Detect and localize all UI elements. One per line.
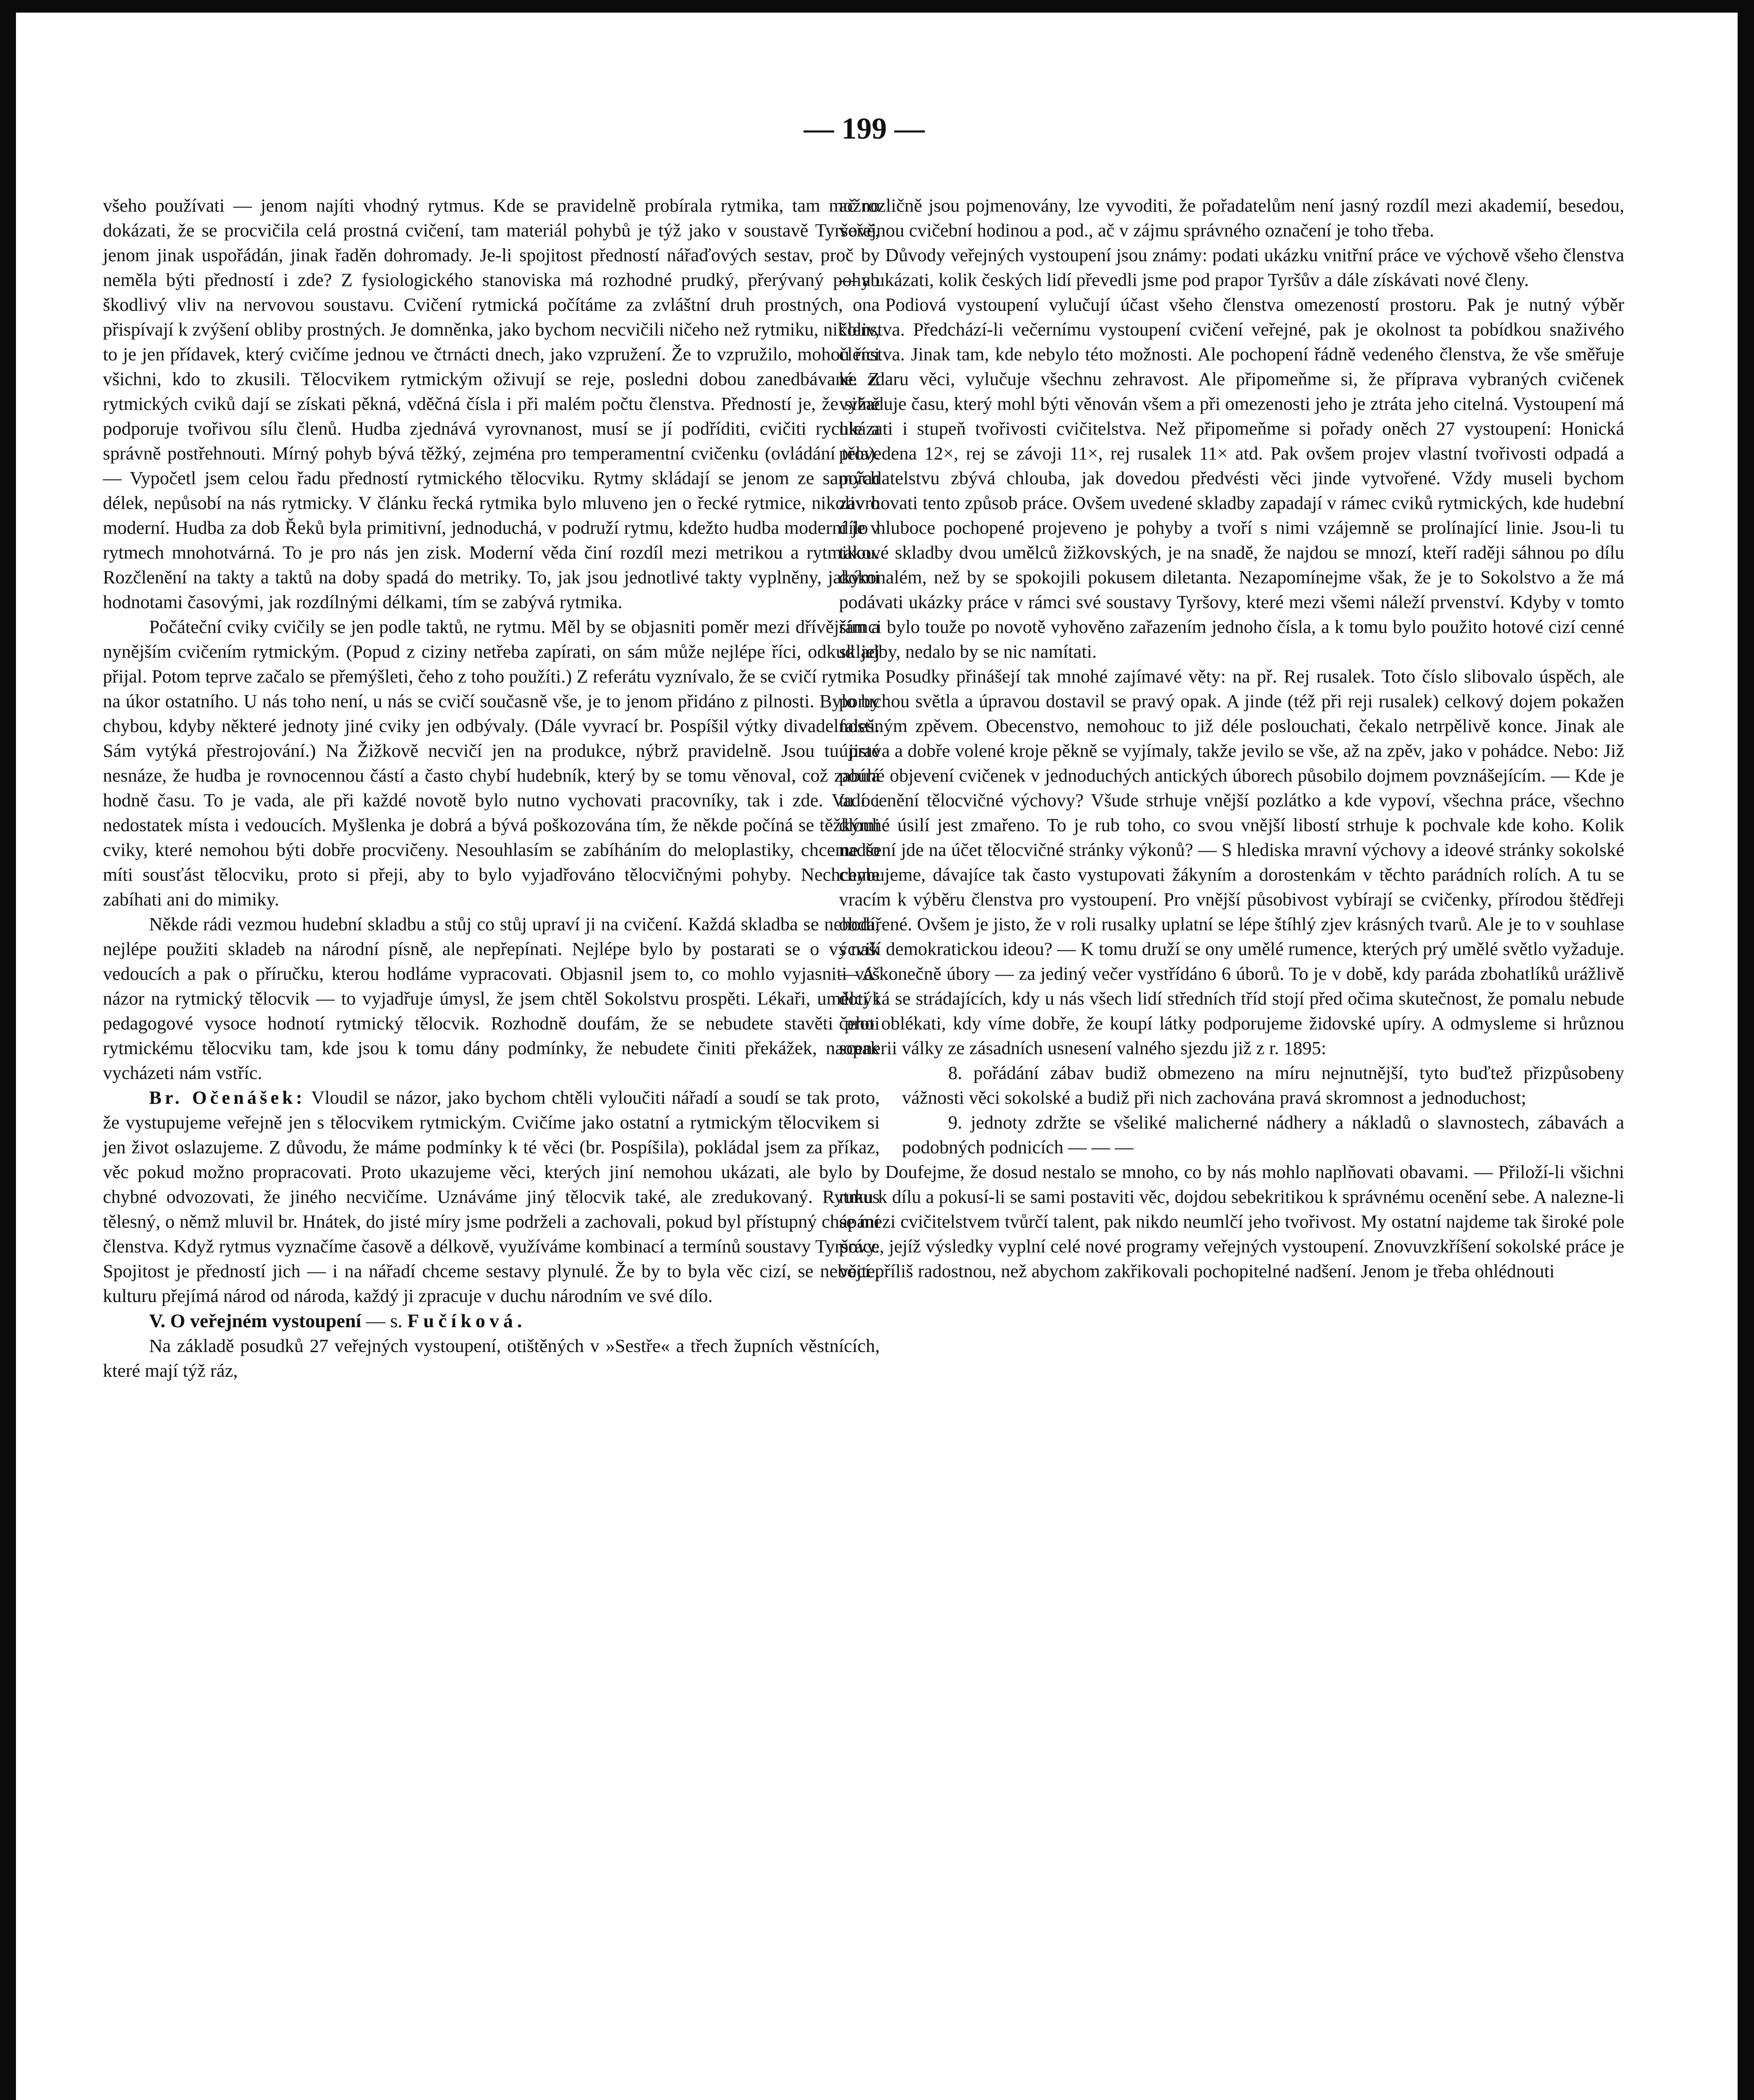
right-column — [839, 193, 1624, 1284]
section-dash: — s. — [361, 1310, 408, 1331]
section-author: Fučíková. — [407, 1310, 526, 1331]
paragraph: Počáteční cviky cvičily se jen podle taktů, ne rytmu. Měl by se objasniti poměr mezi dřívějším a nynějším cvičením rytmickým. (Popud z ciziny netřeba zapírati, on sám může nejlépe říci, odkud jej přijal. Potom teprve začalo se přemýšleti, čeho z toho použíti.) Z referátu vyznívalo, že se cvičí rytmika na úkor ostatního. U nás toho není, u nás se cvičí současně vše, je to jenom přidáno z pilnosti. Bylo by chybou, kdyby některé jednoty jiné cviky jen odbývaly. (Dále vyvrací br. Pospíšil výtky divadelnosti. Sám vytýká přestrojování.) Na Žižkově necvičí jen na produkce, nýbrž pravidelně. Jsou tu jisté nesnáze, že hudba je rovnocennou částí a často chybí hudebník, který by se tomu věnoval, což zabírá hodně času. To je vada, ale při každé novotě bylo nutno vychovati pracovníky, tak i zde. Vadí i nedostatek místa i vedoucích. Myšlenka je dobrá a bývá poškozována tím, že někde počíná se těžkými cviky, které nemohou býti dobře procvičeny. Nesouhlasím se zabíháním do meloplastiky, chceme to míti sousťást tělocviku, proto si přeji, aby to bylo vyjadřováno tělocvičnými pohyby. Nechceme zabíhati ani do mimiky. — [103, 616, 880, 910]
paragraph: Posudky přinášejí tak mnohé zajímavé věty: na př. Rej rusalek. Toto číslo slibovalo úspěch, ale poruchou světla a úpravou dostavil se pravý opak. A jinde (též při reji rusalek) celkový dojem pokažen falešným zpěvem. Obecenstvo, nemohouc to již déle poslouchati, čekalo netrpělivě konce. Jinak ale úprava a dobře volené kroje pěkně se vyjímaly, takže jevilo se vše, až na zpěv, jako v pohádce. Nebo: Již pouhé objevení cvičenek v jednoduchých antických úborech působilo dojmem povznášejícím. — Kde je tu ocenění tělocvičné výchovy? Všude strhuje vnější pozlátko a kde vypoví, všechna práce, všechno dlouhé úsilí jest zmařeno. To je rub toho, co svou vnější libostí strhuje k pochvale kde koho. Kolik nadšení jde na účet tělocvičné stránky výkonů? — S hlediska mravní výchovy a ideové stránky sokolské chybujeme, dávajíce tak často vystupovati žákyním a dorostenkám v těchto parádních rolích. A tu se vracím k výběru členstva pro vystoupení. Pro vnější působivost vybírají se cvičenky, přírodou štědřeji obdařené. Ovšem je jisto, že v roli rusalky uplatní se lépe štíhlý zjev krásných tvarů. Ale je to v souhlase s naší demokratickou ideou? — K tomu druží se ony umělé rumence, kterých prý umělé světlo vyžaduje. — A konečně úbory — za jediný večer vystřídáno 6 úborů. To je v době, kdy paráda zbohatlíků urážlivě dotýká se strádajících, kdy u nás všech lidí středních tříd stojí před očima skutečnost, že pomalu nebude čeho oblékati, kdy víme dobře, že koupí látky podporujeme židovské upíry. A odmysleme si hrůznou scenerii války ze zásadních usnesení valného sjezdu již z r. 1895: — [839, 666, 1624, 1058]
paragraph: Doufejme, že dosud nestalo se mnoho, co by nás mohlo naplňovati obavami. — Přiloží-li všichni ruku k dílu a pokusí-li se sami postaviti věc, dojdou sebekritikou k správnému ocenění sebe. A nalezne-li se mezi cvičitelstvem tvůrčí talent, pak nikdo neumlčí jeho tvořivost. My ostatní najdeme tak široké pole práce, jejíž výsledky vyplní celé nové programy veřejných vystoupení. Znovuvzkříšení sokolské práce je věcí příliš radostnou, než abychom zakřikovali pochopitelné nadšení. Jenom je třeba ohlédnouti — [839, 1161, 1624, 1281]
paragraph: Někde rádi vezmou hudební skladbu a stůj co stůj upraví ji na cvičení. Každá skladba se nehodí, nejlépe použiti skladeb na národní písně, ale nepřepínati. Nejlépe bylo by postarati se o výcvik vedoucích a pak o příručku, kterou hodláme vypracovati. Objasnil jsem to, co mohlo vyjasniti váš názor na rytmický tělocvik — to vyjadřuje úmysl, že jsem chtěl Sokolstvu prospěti. Lékaři, umělci i pedagogové vysoce hodnotí rytmický tělocvik. Rozhodně doufám, že se nebudete stavěti proti rytmickému tělocviku tam, kde jsou k tomu dány podmínky, že nebudete činiti překážek, naopak vycházeti nám vstříc. — [103, 914, 880, 1083]
paragraph: Podiová vystoupení vylučují účast všeho členstva omezeností prostoru. Pak je nutný výběr členstva. Předchází-li večernímu vystoupení cvičení veřejné, pak je okolnost ta pobídkou snaživého členstva. Jinak tam, kde nebylo této možnosti. Ale pochopení řádně vedeného členstva, že vše směřuje ke zdaru věci, vylučuje všechnu zehravost. Ale připomeňme si, že příprava vybraných cvičenek vyžaduje času, který mohl býti věnován všem a při omezenosti jeho je ztráta jeho citelná. Vystoupení má ukázati i stupeň tvořivosti cvičitelstva. Než připomeňme si pořady oněch 27 vystoupení: Honická provedena 12×, rej se závoji 11×, rej rusalek 11× atd. Pak ovšem projev vlastní tvořivosti odpadá a pořadatelstvu zbývá chlouba, jak dovedou předvésti věci jinde vytvořené. Vždy museli bychom zavrhovati tento způsob práce. Ovšem uvedené skladby zapadají v rámec cviků rytmických, kde hudební dílo hluboce pochopené projeveno je pohyby a tvoří s nimi vzájemně se prolínající linie. Jsou-li tu takové skladby dvou umělců žižkovských, je na snadě, že najdou se mnozí, kteří raději sáhnou po dílu dokonalém, než by se spokojili pokusem diletanta. Nezapomínejme však, že je to Sokolstvo a že má podávati ukázky práce v rámci své soustavy Tyršovy, které mezi všemi náleží prvenství. Kdyby v tomto rámci bylo touže po novotě vyhověno zařazením jednoho čísla, a k tomu bylo použito hotové cizí cenné skladby, nedalo by se nic namítati. — [839, 294, 1624, 662]
quote-item: 8. pořádání zábav budiž obmezeno na míru nejnutnější, tyto buďtež přizpůsobeny vážnosti věci sokolské a budiž při nich zachována pravá skromnost a jednoduchost; — [902, 1062, 1624, 1108]
paragraph: Důvody veřejných vystoupení jsou známy: podati ukázku vnitřní práce ve výchově všeho členstva — a ukázati, kolik českých lidí převedli jsme pod prapor Tyršův a dále získávati nové členy. — [839, 244, 1624, 290]
paragraph: Na základě posudků 27 veřejných vystoupení, otištěných v »Sestře« a třech župních věstnících, které mají týž ráz, — [103, 1335, 880, 1381]
document-page — [16, 13, 1738, 2100]
resolution-quote — [902, 1060, 1624, 1160]
paragraph: ač rozličně jsou pojmenovány, lze vyvoditi, že pořadatelům není jasný rozdíl mezi akademií, besedou, veřejnou cvičební hodinou a pod., ač v zájmu správného označení je toho třeba. — [839, 195, 1624, 241]
page-number: — 199 — — [804, 112, 925, 145]
section-title: V. O veřejném vystoupení — [149, 1310, 362, 1331]
speaker-text: Vloudil se názor, jako bychom chtěli vyloučiti nářadí a soudí se tak proto, že vystupujeme veřejně jen s tělocvikem rytmickým. Cvičíme jako ostatní a rytmickým tělocvikem si jen život oslazujeme. Z důvodu, že máme podmínky k té věci (br. Pospíšila), pokládal jsem za příkaz, věc pokud možno propracovati. Proto ukazujeme věci, kterých jiní nemohou ukázati, ale bylo by chybné odvozovati, že jiného necvičíme. Uznáváme jiný tělocvik také, ale zredukovaný. Rytmus tělesný, o němž mluvil br. Hnátek, do jisté míry jsme podrželi a zachovali, pokud byl přístupný chápání členstva. Když rytmus vyznačíme časově a délkově, využíváme kombinací a termínů soustavy Tyršovy. Spojitost je předností jich — i na nářadí chceme sestavy plynulé. Že by to byla věc cizí, se nebojte, kulturu přejímá národ od národa, každý ji zpracuje v duchu národním ve své dílo. — [103, 1087, 880, 1306]
quote-item: 9. jednoty zdržte se všeliké malicherné nádhery a nákladů o slavnostech, zábavách a podobných podnicích — — — — [902, 1112, 1624, 1158]
paragraph: všeho používati — jenom najíti vhodný rytmus. Kde se pravidelně probírala rytmika, tam možno dokázati, že se procvičila celá prostná cvičení, tam materiál pohybů je týž jako v soustavě Tyršově, jenom jinak uspořádán, jinak řaděn dohromady. Je-li spojitost předností nářaďových sestav, proč by neměla býti předností i zde? Z fysiologického stanoviska má rozhodné prudký, přerývaný pohyb škodlivý vliv na nervovou soustavu. Cvičení rytmická počítáme za zvláštní druh prostných, ona přispívají k zvýšení obliby prostných. Je domněnka, jako bychom necvičili ničeho než rytmiku, nikoliv, to je jen přídavek, který cvičíme jednou ve čtrnácti dnech, jako vzpružení. Že to vzpružilo, mohou říci všichni, kdo to zkusili. Tělocvikem rytmickým oživují se reje, posledni dobou zanedbávané. Z rytmických cviků dají se získati pěkná, vděčná čísla i při malém počtu členstva. Předností je, že silně podporuje tvořivou sílu členů. Hudba zjednává vyrovnanost, musí se jí podříditi, cvičiti rychle a správně postřehnouti. Mírný pohyb bývá těžký, zejména pro temperamentní cvičenku (ovládání těla). — Vypočetl jsem celou řadu předností rytmického tělocviku. Rytmy skládají se jenom ze samých délek, nepůsobí na nás rytmicky. V článku řecká rytmika bylo mluveno jen o řecké rytmice, nikoliv o moderní. Hudba za dob Řeků byla primitivní, jednoduchá, v podruží rytmu, kdežto hudba moderní je v rytmech mnohotvárná. To je pro nás jen zisk. Moderní věda činí rozdíl mezi metrikou a rytmikou. Rozčlenění na takty a taktů na doby spadá do metriky. To, jak jsou jednotlivé takty vyplněny, jakými hodnotami časovými, jak rozdílnými délkami, tím se zabývá rytmika. — [103, 195, 880, 612]
left-column — [103, 193, 880, 1383]
speaker-name: Br. Očenášek: — [149, 1087, 306, 1108]
paragraph-ocenasek — [103, 1085, 880, 1308]
section-heading — [103, 1308, 880, 1334]
